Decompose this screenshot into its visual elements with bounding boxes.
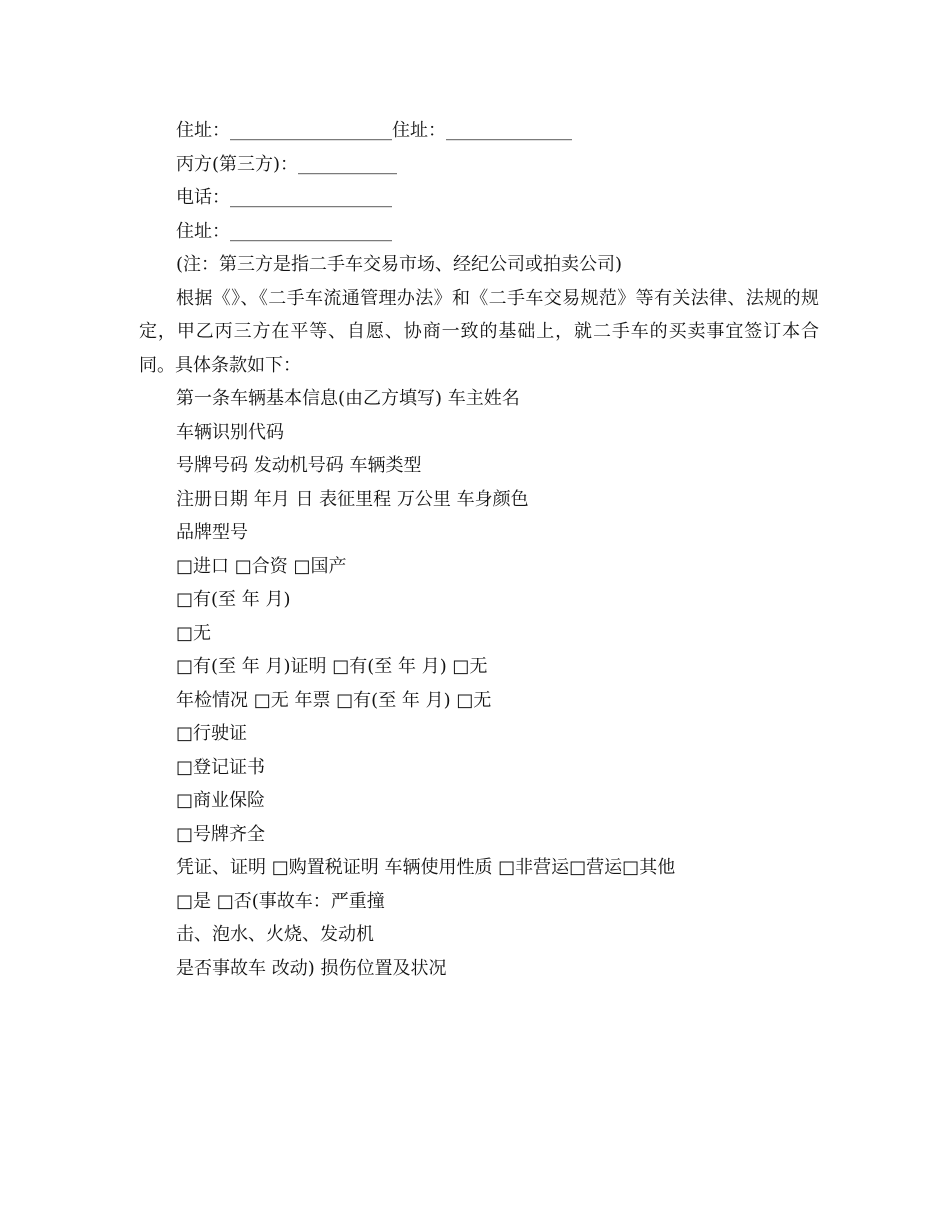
phone-line: 电话：__________________ (176, 187, 392, 208)
certificate-line: □有(至 年 月)证明 □有(至 年 月) □无 (176, 656, 488, 677)
registration-certificate-line: □登记证书 (176, 756, 266, 778)
registration-mileage-color-line: 注册日期 年月 日 表征里程 万公里 车身颜色 (176, 488, 529, 510)
origin-checkbox-line: □进口 □合资 □国产 (176, 555, 347, 577)
commercial-insurance-line: □商业保险 (176, 790, 266, 811)
driving-license-line: □行驶证 (176, 723, 248, 744)
accident-yes-no-line: □是 □否(事故车：严重撞 (176, 890, 385, 912)
annual-inspection-line: 年检情况 □无 年票 □有(至 年 月) □无 (176, 689, 492, 711)
accident-damage-line: 是否事故车 改动) 损伤位置及状况 (176, 957, 447, 979)
brand-model-line: 品牌型号 (176, 522, 248, 543)
article-one-heading: 第一条车辆基本信息(由乙方填写) 车主姓名 (176, 388, 520, 409)
vin-line: 车辆识别代码 (176, 421, 284, 443)
has-until-line: □有(至 年 月) (176, 589, 291, 610)
address-line-parties: 住址：__________________住址：______________ (176, 120, 572, 141)
party-c-line: 丙方(第三方)：___________ (176, 153, 398, 175)
vouchers-usage-line: 凭证、证明 □购置税证明 车辆使用性质 □非营运□营运□其他 (176, 857, 676, 878)
plates-complete-line: □号牌齐全 (176, 823, 266, 845)
accident-types-line: 击、泡水、火烧、发动机 (176, 924, 374, 945)
none-line: □无 (176, 622, 212, 644)
document-body (139, 114, 819, 985)
third-party-note: (注：第三方是指二手车交易市场、经纪公司或拍卖公司) (176, 254, 623, 275)
plate-engine-type-line: 号牌号码 发动机号码 车辆类型 (176, 455, 422, 476)
contract-basis-paragraph: 根据《》、《二手车流通管理办法》和《二手车交易规范》等有关法律、法规的规定，甲乙丙三方在平等、自愿、协商一致的基础上，就二手车的买卖事宜签订本合同。具体条款如下： (139, 287, 819, 376)
address-line-party-c: 住址：__________________ (176, 220, 392, 242)
